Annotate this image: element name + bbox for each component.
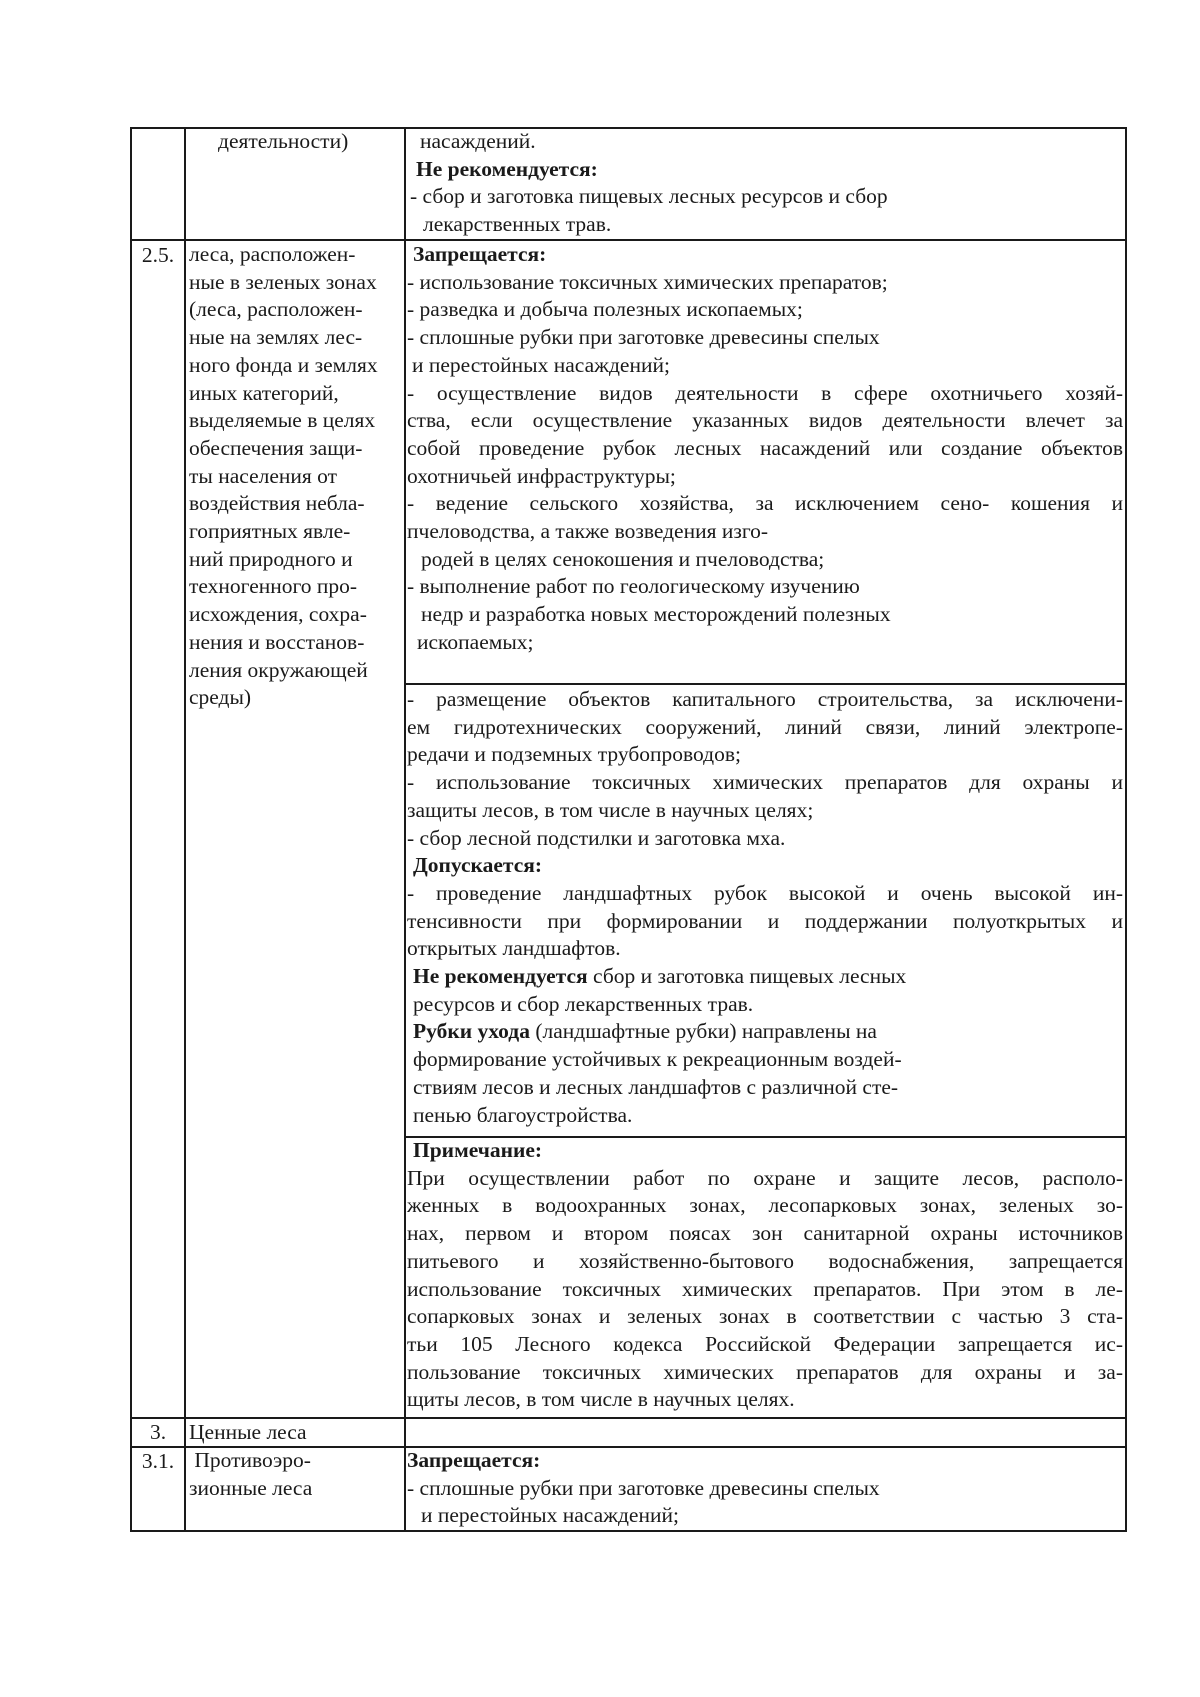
restriction-line: - разведка и добыча полезных ископаемых; — [407, 297, 803, 322]
not-recommended-label: Не рекомендуется — [413, 964, 588, 989]
table-border-right — [1125, 127, 1127, 1532]
restriction-line: - сбор лесной подстилки и заготовка мха. — [407, 825, 786, 850]
row-number: 3.1. — [141, 1449, 175, 1473]
restriction-line: собой проведение рубок лесных насаждений или создание объектов — [407, 435, 1123, 460]
care-cutting-line: формирование устойчивых к рекреационным воздей- — [413, 1047, 902, 1072]
restriction-line: - выполнение работ по геологическому изучению — [407, 574, 860, 599]
care-cutting-label: Рубки ухода — [413, 1019, 530, 1044]
category-line: выделяемые в целях — [189, 408, 376, 433]
category-line: исхождения, сохра- — [189, 602, 367, 627]
category-line: иных категорий, — [189, 380, 339, 405]
note-line: тьи 105 Лесного кодекса Российской Федерации запрещается ис- — [407, 1331, 1123, 1356]
restriction-line: - сбор и заготовка пищевых лесных ресурсов и сбор — [410, 184, 888, 209]
category-line: (леса, расположен- — [189, 297, 363, 322]
restriction-line: - использование токсичных химических препаратов для охраны и — [407, 770, 1123, 795]
restriction-line: - сплошные рубки при заготовке древесины спелых — [407, 1475, 880, 1500]
prohibited-block — [407, 1447, 1123, 1530]
note-line: питьевого и хозяйственно-бытового водоснабжения, запрещается — [407, 1248, 1123, 1273]
allowed-line: тенсивности при формировании и поддержании полуоткрытых и — [407, 908, 1123, 933]
restriction-line: - ведение сельского хозяйства, за исключением сено- кошения и — [407, 491, 1123, 516]
category-line: Ценные леса — [189, 1420, 307, 1444]
category-line: нения и восстанов- — [189, 629, 365, 654]
restriction-line: ископаемых; — [417, 629, 534, 654]
restriction-line: пчеловодства, а также возведения изго- — [407, 519, 769, 544]
restriction-line: - размещение объектов капитального строительства, за исключени- — [407, 687, 1123, 711]
note-line: щиты лесов, в том числе в научных целях. — [407, 1387, 795, 1412]
restriction-line: и перестойных насаждений; — [421, 1503, 679, 1528]
category-line: ного фонда и землях — [189, 352, 378, 377]
allowed-label: Допускается: — [413, 853, 543, 878]
row-number: 3. — [149, 1420, 167, 1444]
note-line: сопарковых зонах и зеленых зонах в соответствии с частью 3 ста- — [407, 1304, 1123, 1329]
category-line: воздействия небла- — [189, 491, 365, 516]
note-line: При осуществлении работ по охране и защите лесов, располо- — [407, 1165, 1123, 1190]
category-line: ные на землях лес- — [189, 325, 363, 350]
restriction-line: ем гидротехнических сооружений, линий связи, линий электропе- — [407, 714, 1123, 739]
allowed-line: - проведение ландшафтных рубок высокой и очень высокой ин- — [407, 880, 1123, 905]
note-line: нах, первом и втором поясах зон санитарной охраны источников — [407, 1221, 1123, 1246]
category-line: ления окружающей — [189, 657, 368, 682]
restriction-line: - осуществление видов деятельности в сфере охотничьего хозяй- — [407, 380, 1123, 405]
restriction-line: родей в целях сенокошения и пчеловодства; — [421, 546, 825, 571]
column-divider — [184, 127, 186, 1532]
category-line: обеспечения защи- — [189, 435, 363, 460]
care-cutting-line: (ландшафтные рубки) направлены на — [529, 1019, 877, 1044]
restriction-line: - использование токсичных химических препаратов; — [407, 269, 888, 294]
restriction-line: ства, если осуществление указанных видов деятельности влечет за — [407, 408, 1123, 433]
category-cell — [189, 241, 378, 712]
table-border-left — [130, 127, 132, 1532]
not-recommended-line: ресурсов и сбор лекарственных трав. — [413, 991, 754, 1016]
restriction-line: редачи и подземных трубопроводов; — [407, 742, 741, 767]
allowed-line: открытых ландшафтов. — [407, 936, 621, 961]
not-recommended-label: Не рекомендуется: — [416, 156, 598, 181]
restriction-line: защиты лесов, в том числе в научных целях; — [407, 797, 814, 822]
note-line: женных в водоохранных зонах, лесопарковых зонах, зеленых зо- — [407, 1193, 1123, 1218]
category-line: гоприятных явле- — [189, 519, 351, 544]
cell-divider — [405, 683, 1127, 685]
category-line: ные в зеленых зонах — [189, 269, 377, 294]
restriction-cell — [410, 128, 1122, 239]
note-line: использование токсичных химических препаратов. При этом в ле- — [407, 1276, 1123, 1301]
restriction-line: недр и разработка новых месторождений полезных — [421, 602, 891, 627]
prohibited-block — [407, 241, 1123, 657]
category-line: среды) — [189, 685, 252, 710]
restriction-line: насаждений. — [420, 129, 536, 153]
category-line: ты населения от — [189, 463, 338, 488]
note-block — [407, 1137, 1123, 1414]
category-cell — [218, 128, 348, 156]
restriction-line: и перестойных насаждений; — [412, 352, 670, 377]
category-line: техногенного про- — [189, 574, 358, 599]
row-number: 2.5. — [141, 243, 175, 267]
restriction-block — [407, 686, 1123, 1129]
note-label: Примечание: — [413, 1138, 543, 1162]
note-line: пользование токсичных химических препаратов для охраны и за- — [407, 1359, 1123, 1384]
category-line: Противоэро- — [189, 1448, 311, 1472]
care-cutting-line: ствиям лесов и лесных ландшафтов с различной сте- — [413, 1074, 899, 1099]
category-line: леса, расположен- — [189, 242, 356, 266]
restriction-line: - сплошные рубки при заготовке древесины спелых — [407, 325, 880, 350]
prohibited-label: Запрещается: — [407, 1448, 541, 1472]
column-divider — [404, 127, 406, 1532]
restriction-line: лекарственных трав. — [423, 212, 612, 237]
category-line: деятельности) — [218, 129, 349, 153]
prohibited-label: Запрещается: — [413, 242, 547, 266]
category-line: зионные леса — [189, 1475, 313, 1500]
care-cutting-line: пенью благоустройства. — [413, 1102, 633, 1127]
restriction-line: охотничьей инфраструктуры; — [407, 463, 676, 488]
not-recommended-line: сбор и заготовка пищевых лесных — [587, 964, 907, 989]
table-border-bottom — [130, 1530, 1127, 1532]
category-cell — [189, 1447, 312, 1502]
category-line: ний природного и — [189, 546, 353, 571]
